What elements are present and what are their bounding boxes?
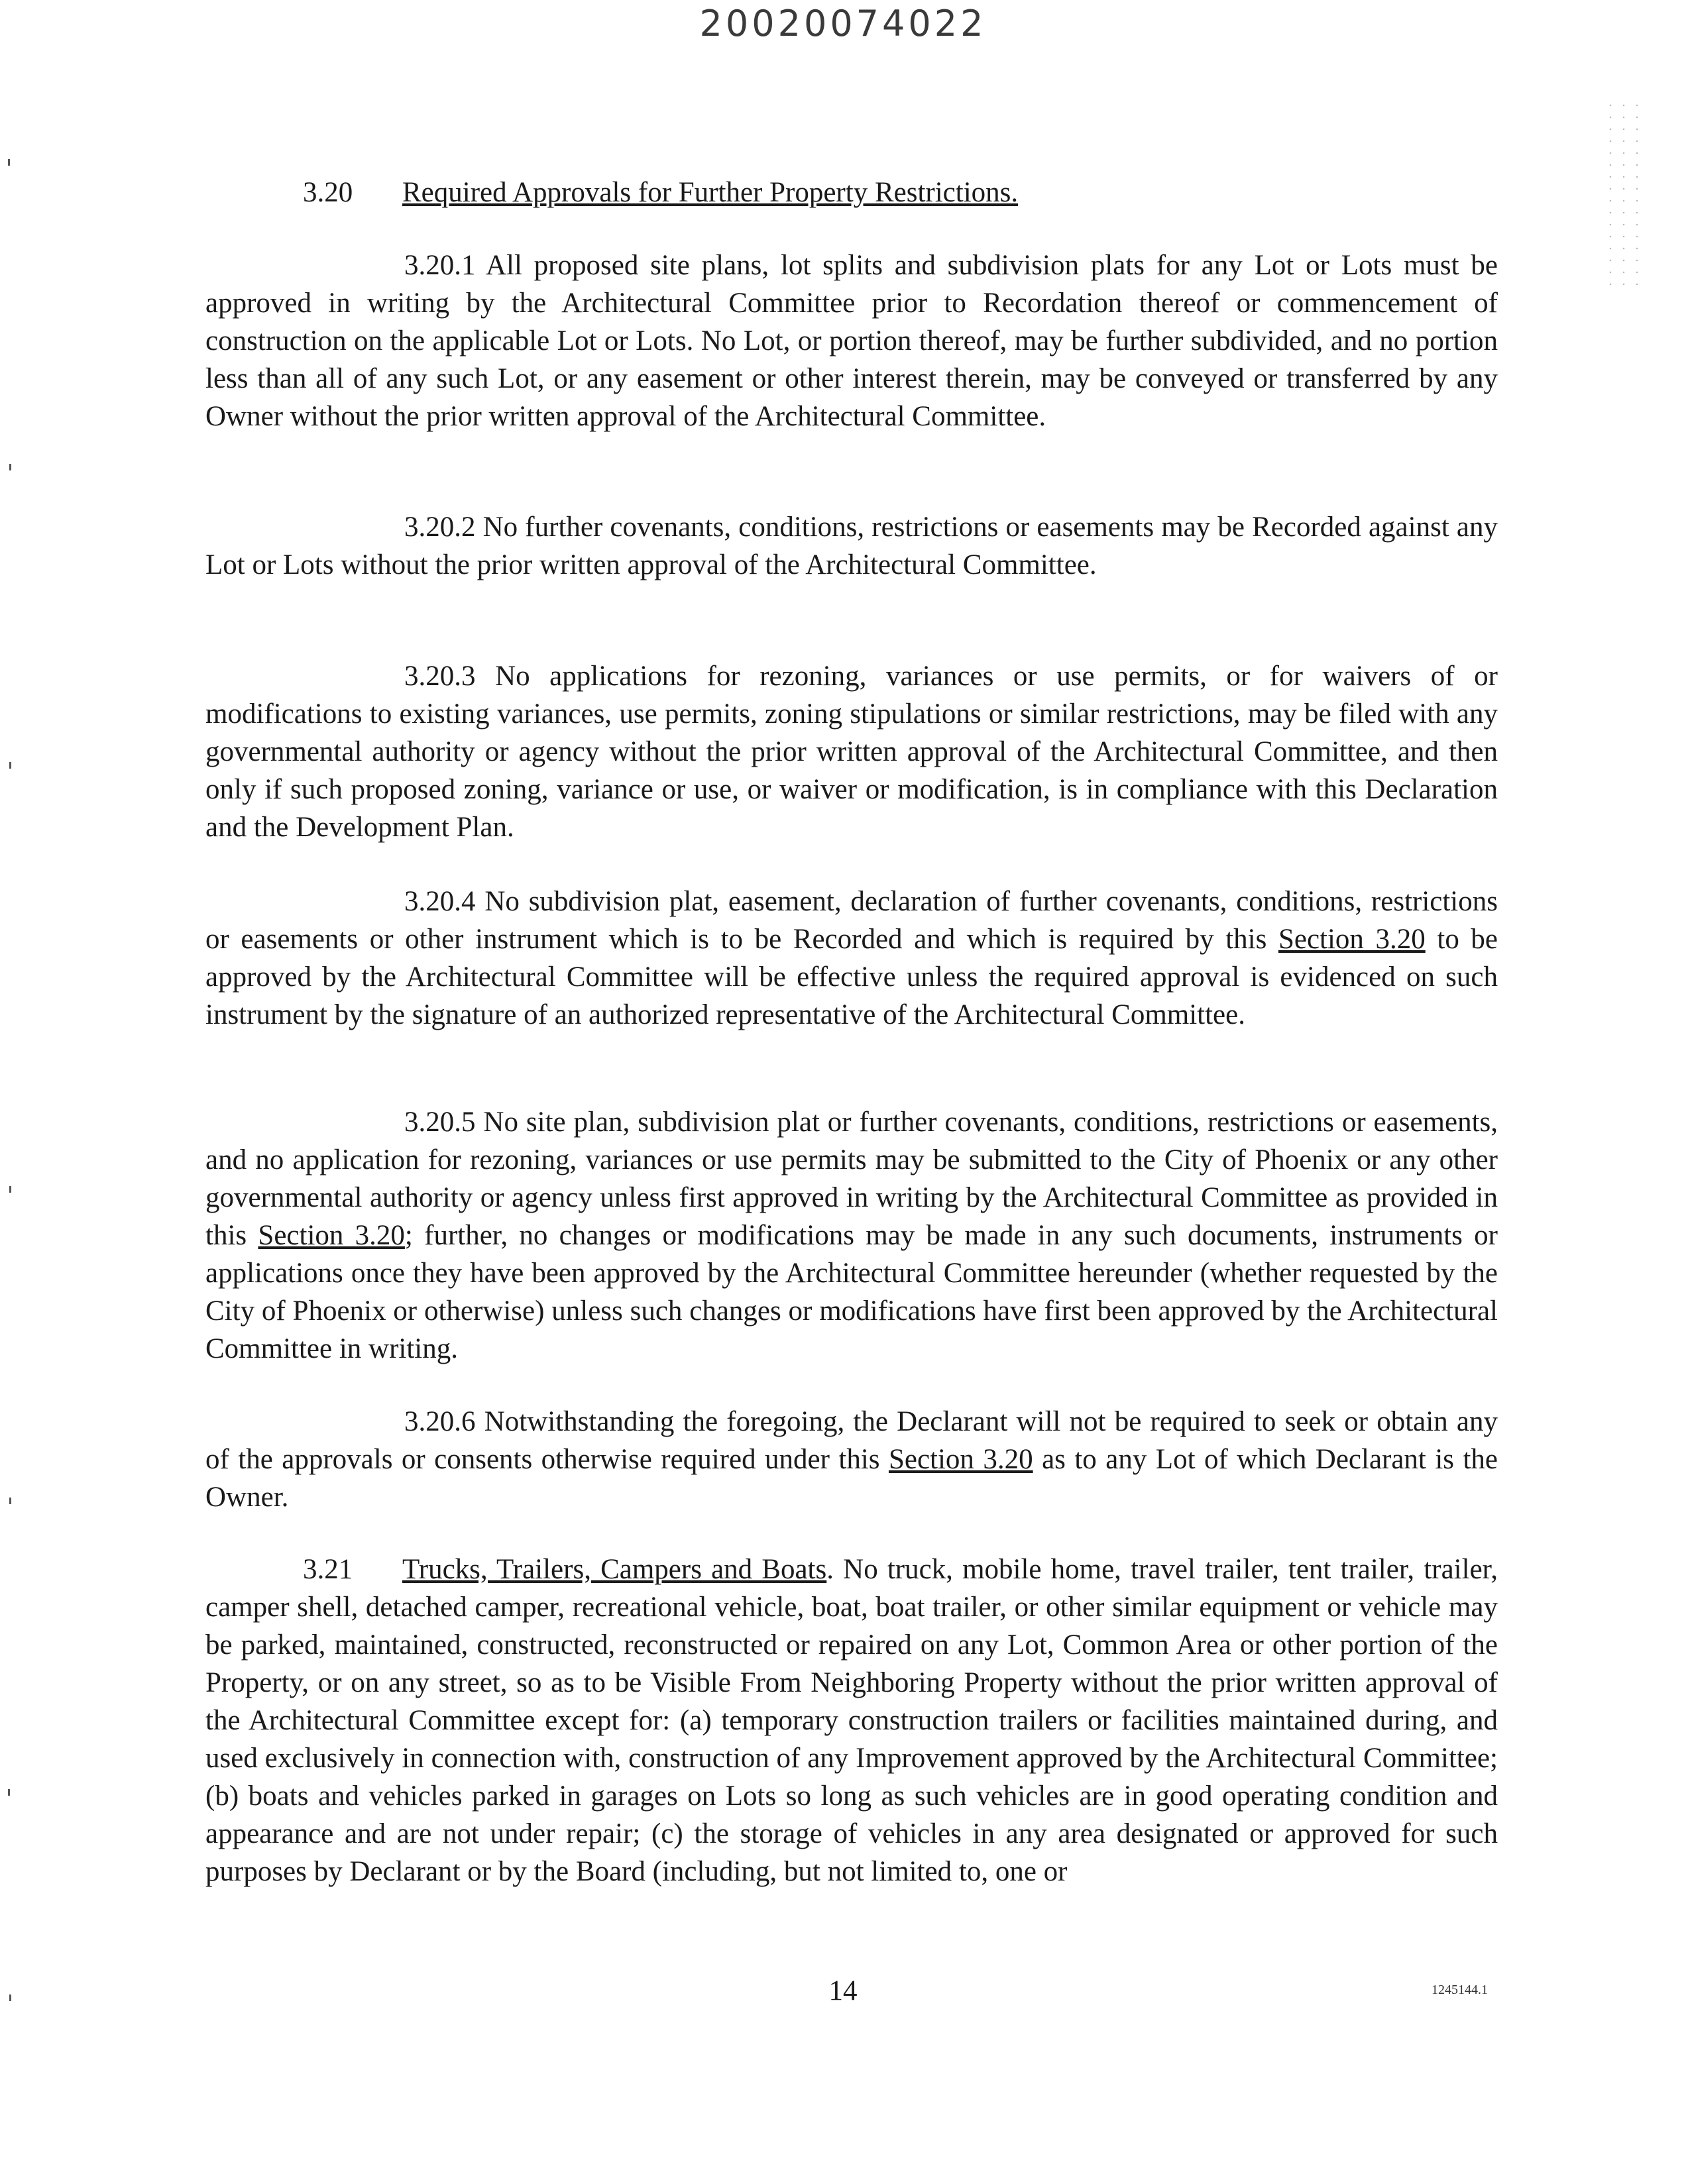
paragraph-number: 3.20.2 — [404, 512, 476, 543]
scan-artifact — [9, 1186, 11, 1193]
section-reference: Section 3.20 — [258, 1220, 405, 1251]
paragraph-3-20-3 — [205, 657, 1498, 846]
paragraph-text: No further covenants, conditions, restrictions or easements may be Recorded against any Lot or Lots without the prior written approval of the Architectural Committee. — [205, 512, 1498, 580]
paragraph-number: 3.20.6 — [404, 1406, 476, 1437]
recording-number: 20020074022 — [699, 3, 987, 44]
section-321: 3.21 Trucks, Trailers, Campers and Boats. No truck, mobile home, travel trailer, tent trailer, trailer, camper shell, detached camper, recreational vehicle, boat, boat trailer, or other similar equipment or vehicle may be parked, maintained, constructed, reconstructed or repaired on any Lot, Common Area or other portion of the Property, or on any street, so as to be Visible From Neighboring Property without the prior written approval of the Architectural Committee except for: (a) temporary construction trailers or facilities maintained during, and used exclusively in connection with, construction of any Improvement approved by the Architectural Committee; (b) boats and vehicles parked in garages on Lots so long as such vehicles are in good operating condition and appearance and are not under repair; (c) the storage of vehicles in any area designated or approved for such purposes by Declarant or by the Board (including, but not limited to, one or — [205, 1551, 1498, 1890]
paragraph-number: 3.20.3 — [404, 661, 476, 692]
paragraph-3-20-5 — [205, 1103, 1498, 1368]
paragraph-text: ; further, no changes or modifications may be made in any such documents, instruments or applications once they have been approved by the Architectural Committee hereunder (whether requested by the City of Phoenix or otherwise) unless such changes or modifications have first been approved by the Architectural Committee in writing. — [205, 1220, 1498, 1364]
paragraph-3-20-2 — [205, 508, 1498, 584]
paragraph-3-20-6 — [205, 1403, 1498, 1516]
paragraph-number: 3.20.1 — [404, 250, 476, 281]
paragraph-number: 3.20.4 — [404, 886, 476, 917]
paragraph-text: to be approved by the Architectural Committee will be effective unless the required approval is evidenced on such instrument by the signature of an authorized representative of the Architectural Committee. — [205, 924, 1498, 1030]
scan-artifact — [8, 1789, 10, 1796]
scan-artifact — [9, 464, 11, 470]
scan-artifact — [8, 159, 10, 166]
paragraph-text: No subdivision plat, easement, declaration of further covenants, conditions, restrictions or easements or other instrument which is to be Recorded and which is required by this — [205, 886, 1498, 955]
section-title: Required Approvals for Further Property Restrictions. — [402, 177, 1019, 208]
section-320-heading — [205, 174, 1498, 211]
paragraph-3-20-4 — [205, 883, 1498, 1034]
paragraph-text: All proposed site plans, lot splits and subdivision plats for any Lot or Lots must be approved in writing by the Architectural Committee prior to Recordation thereof or commencement of construction on the applicable Lot or Lots. No Lot, or portion thereof, may be further subdivided, and no portion less than all of any such Lot, or any easement or other interest therein, may be conveyed or transferred by any Owner without the prior written approval of the Architectural Committee. — [205, 250, 1498, 432]
paragraph-text: as to any Lot of which Declarant is the Owner. — [205, 1444, 1498, 1513]
paragraph-text: Notwithstanding the foregoing, the Declarant will not be required to seek or obtain any of the approvals or consents otherwise required under this — [205, 1406, 1498, 1475]
scan-artifact — [9, 1498, 11, 1504]
paragraph-3-20-1 — [205, 246, 1498, 435]
section-title: Trucks, Trailers, Campers and Boats — [402, 1554, 827, 1585]
section-number: 3.21 — [303, 1554, 353, 1585]
scan-artifact — [1604, 99, 1644, 285]
paragraph-text: No site plan, subdivision plat or further covenants, conditions, restrictions or easements, and no application for rezoning, variances or use permits may be submitted to the City of Phoenix or any other governmental authority or agency unless first approved in writing by the Architectural Committee as provided in this — [205, 1107, 1498, 1251]
section-number: 3.20 — [303, 177, 353, 208]
document-id: 1245144.1 — [1432, 1983, 1488, 1997]
page-number: 14 — [828, 1975, 858, 2006]
scan-artifact — [9, 762, 11, 769]
section-reference: Section 3.20 — [888, 1444, 1033, 1475]
section-reference: Section 3.20 — [1278, 924, 1426, 955]
paragraph-text: No applications for rezoning, variances or use permits, or for waivers of or modifications to existing variances, use permits, zoning stipulations or similar restrictions, may be filed with any governmental authority or agency without the prior written approval of the Architectural Committee, and then only if such proposed zoning, variance or use, or waiver or modification, is in compliance with this Declaration and the Development Plan. — [205, 661, 1498, 843]
paragraph-text: No truck, mobile home, travel trailer, tent trailer, trailer, camper shell, detached camper, recreational vehicle, boat, boat trailer, or other similar equipment or vehicle may be parked, maintained, constructed, reconstructed or repaired on any Lot, Common Area or other portion of the Property, or on any street, so as to be Visible From Neighboring Property without the prior written approval of the Architectural Committee except for: (a) temporary construction trailers or facilities maintained during, and used exclusively in connection with, construction of any Improvement approved by the Architectural Committee; (b) boats and vehicles parked in garages on Lots so long as such vehicles are in good operating condition and appearance and are not under repair; (c) the storage of vehicles in any area designated or approved for such purposes by Declarant or by the Board (including, but not limited to, one or — [205, 1554, 1498, 1887]
paragraph-number: 3.20.5 — [404, 1107, 476, 1138]
